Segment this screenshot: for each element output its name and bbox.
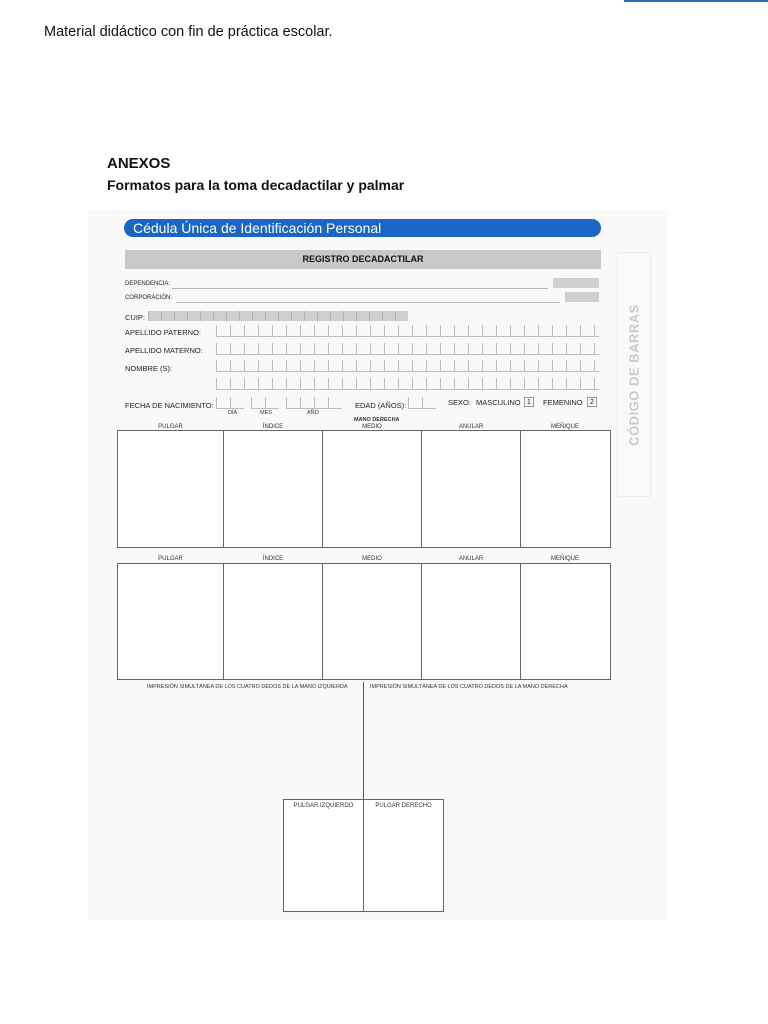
apellido-paterno-label: APELLIDO PATERNO: [125, 328, 201, 337]
femenino-checkbox[interactable]: 2 [587, 397, 597, 407]
lh-middle-caption: MEDIO [362, 556, 382, 562]
barcode-label: CÓDIGO DE BARRAS [626, 303, 642, 446]
right-hand-title: MANO DERECHA [354, 417, 400, 423]
nombre-field-line1[interactable] [216, 360, 599, 372]
lh-little-caption: MEÑIQUE [550, 556, 579, 562]
rh-index-box[interactable] [223, 430, 323, 548]
rh-little-box[interactable] [520, 430, 611, 548]
mes-field[interactable] [251, 397, 279, 409]
header-note: Material didáctico con fin de práctica escolar. [44, 24, 333, 40]
femenino-label: FEMENINO [543, 398, 583, 407]
apellido-materno-label: APELLIDO MATERNO: [125, 346, 203, 355]
fecha-nacimiento-label: FECHA DE NACIMIENTO: [125, 401, 214, 410]
edad-label: EDAD (AÑOS): [355, 401, 407, 410]
lh-little-box[interactable] [520, 563, 611, 680]
lh-ring-caption: ANULAR [458, 556, 484, 562]
lh-index-box[interactable] [223, 563, 323, 680]
barcode-area [617, 252, 651, 497]
form-banner: Cédula Única de Identificación Personal [124, 219, 601, 237]
rh-little-caption: MEÑIQUE [550, 424, 579, 430]
rh-thumb-caption: PULGAR [158, 424, 183, 430]
simultaneous-left-caption: IMPRESIÓN SIMULTÁNEA DE LOS CUATRO DEDOS DE LA MANO IZQUIERDA [147, 684, 348, 690]
dependencia-code-box[interactable] [553, 278, 599, 288]
section-title: ANEXOS [107, 155, 171, 172]
apellido-paterno-field[interactable] [216, 325, 599, 337]
rh-middle-box[interactable] [322, 430, 422, 548]
rh-ring-caption: ANULAR [458, 424, 484, 430]
registry-title: REGISTRO DECADACTILAR [125, 250, 601, 269]
corporacion-code-box[interactable] [565, 292, 599, 302]
lh-thumb-caption: PULGAR [158, 556, 183, 562]
top-accent-line [624, 0, 768, 2]
apellido-materno-field[interactable] [216, 343, 599, 355]
right-thumb-box[interactable] [363, 799, 444, 912]
section-subtitle: Formatos para la toma decadactilar y palmar [107, 177, 405, 193]
rh-index-caption: ÍNDICE [262, 424, 284, 430]
edad-field[interactable] [408, 397, 436, 409]
lh-middle-box[interactable] [322, 563, 422, 680]
anio-field[interactable] [286, 397, 342, 409]
dia-field[interactable] [216, 397, 244, 409]
rh-middle-caption: MEDIO [362, 424, 382, 430]
lh-thumb-box[interactable] [117, 563, 224, 680]
corporacion-label: CORPORACIÓN: [125, 295, 173, 301]
lh-ring-box[interactable] [421, 563, 521, 680]
nombre-field-line2[interactable] [216, 378, 599, 390]
left-thumb-caption: PULGAR IZQUIERDO [293, 803, 354, 809]
masculino-checkbox[interactable]: 1 [524, 397, 534, 407]
dependencia-line[interactable] [172, 288, 548, 289]
sexo-label: SEXO: [448, 398, 471, 407]
masculino-label: MASCULINO [476, 398, 521, 407]
dia-caption: DÍA [228, 410, 238, 416]
lh-index-caption: ÍNDICE [262, 556, 284, 562]
simultaneous-divider [363, 682, 364, 800]
left-thumb-box[interactable] [283, 799, 364, 912]
cuip-boxes[interactable] [148, 311, 408, 321]
rh-ring-box[interactable] [421, 430, 521, 548]
rh-thumb-box[interactable] [117, 430, 224, 548]
anio-caption: AÑO [307, 410, 319, 416]
dependencia-label: DEPENDENCIA: [125, 281, 171, 287]
corporacion-line[interactable] [176, 302, 560, 303]
right-thumb-caption: PULGAR DERECHO [375, 803, 432, 809]
mes-caption: MES [260, 410, 272, 416]
simultaneous-right-caption: IMPRESIÓN SIMULTÁNEA DE LOS CUATRO DEDOS DE LA MANO DERECHA [370, 684, 568, 690]
nombre-label: NOMBRE (S): [125, 364, 173, 373]
cuip-label: CUIP: [125, 313, 146, 322]
